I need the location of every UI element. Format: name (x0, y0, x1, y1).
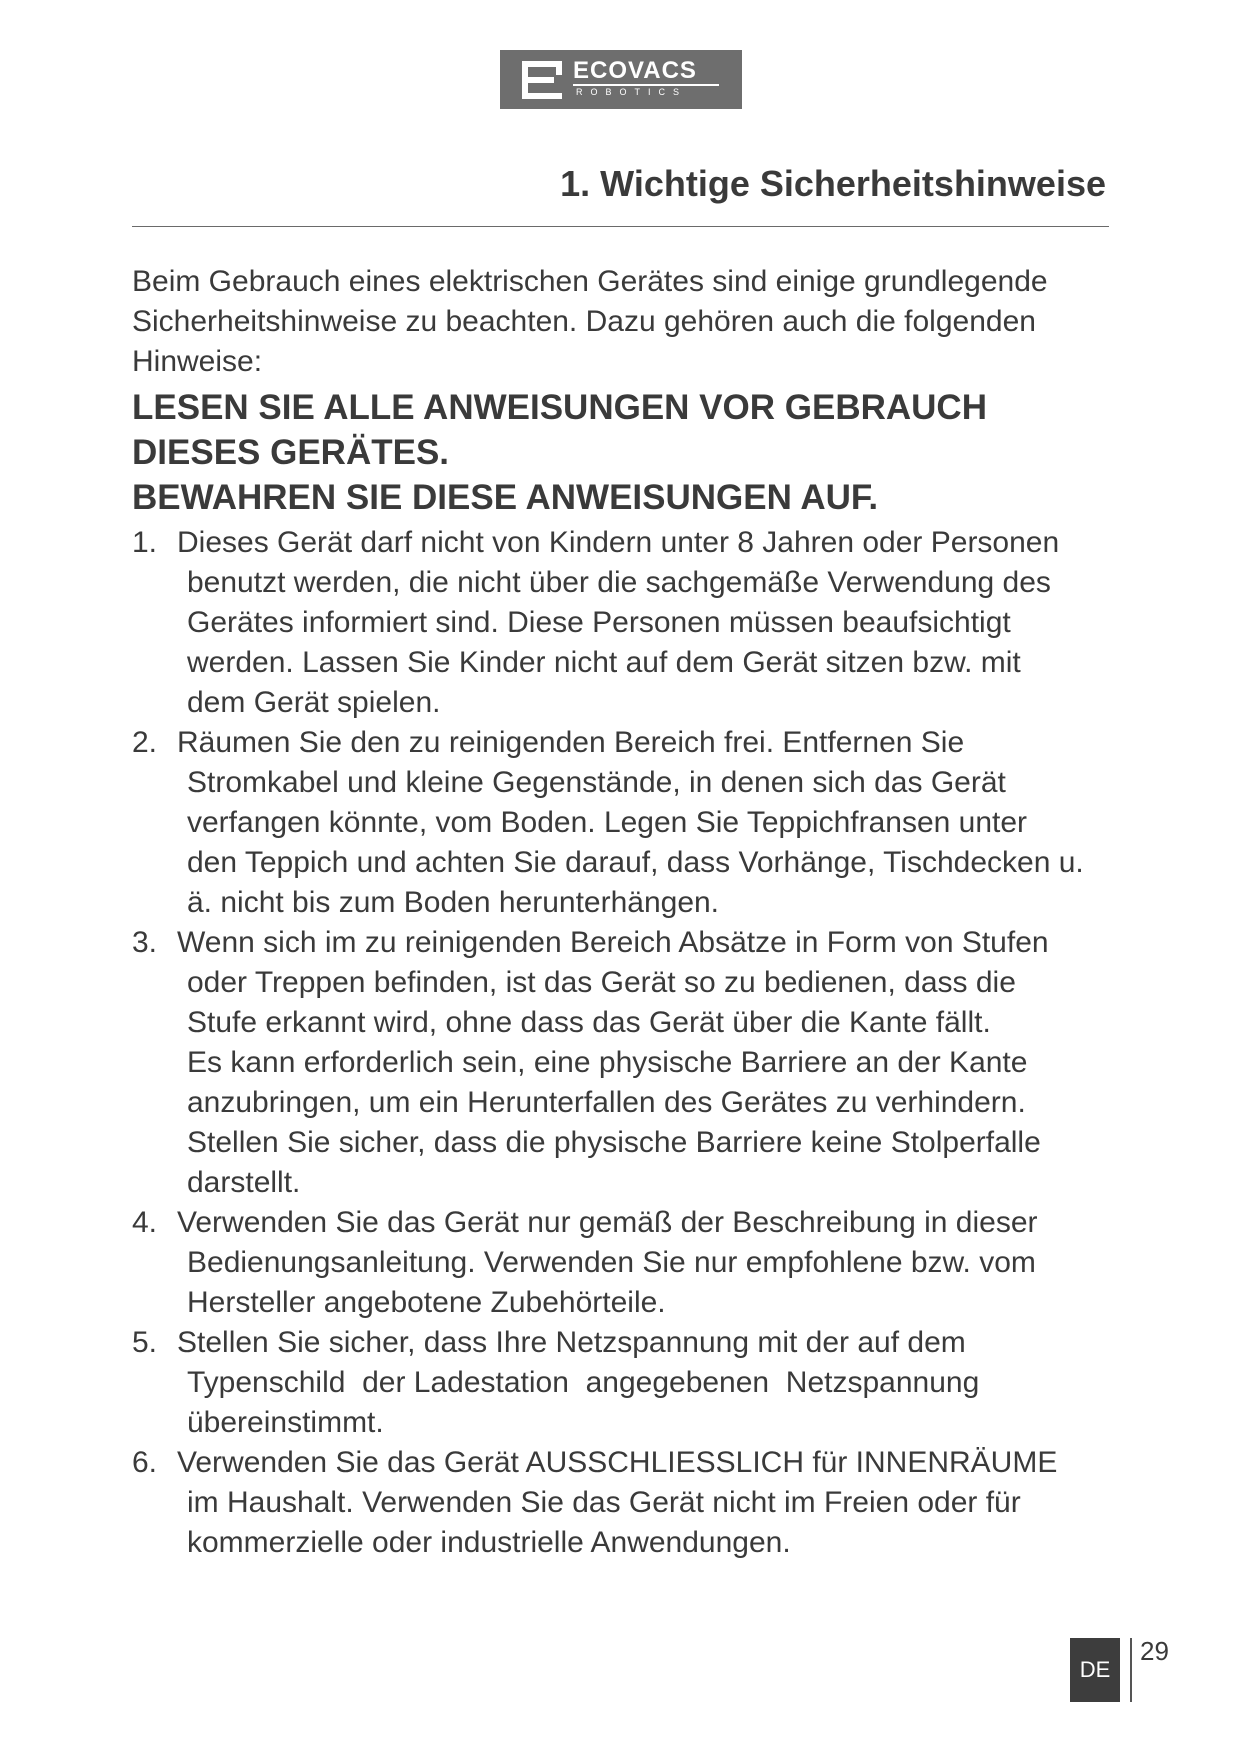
page-number: 29 (1140, 1636, 1169, 1666)
item-number: 1. (132, 526, 158, 559)
item-line: darstellt. (187, 1166, 301, 1199)
item-line: benutzt werden, die nicht über die sachgemäße Verwendung des (187, 566, 1051, 599)
item-line: anzubringen, um ein Herunterfallen des Gerätes zu verhindern. (187, 1086, 1026, 1119)
item-line: Bedienungsanleitung. Verwenden Sie nur empfohlene bzw. vom (187, 1246, 1036, 1279)
item-line: Stufe erkannt wird, ohne dass das Gerät über die Kante fällt. (187, 1006, 991, 1039)
item-number: 2. (132, 726, 158, 759)
item-line: den Teppich und achten Sie darauf, dass Vorhänge, Tischdecken u. (187, 846, 1084, 879)
item-line: dem Gerät spielen. (187, 686, 441, 719)
item-line: ä. nicht bis zum Boden herunterhängen. (187, 886, 720, 919)
item-line: Räumen Sie den zu reinigenden Bereich frei. Entfernen Sie (177, 726, 965, 759)
logo-brand-text: ECOVACS (573, 57, 697, 84)
intro-line: Sicherheitshinweise zu beachten. Dazu gehören auch die folgenden (132, 305, 1036, 338)
list-item (132, 1443, 1212, 1563)
item-line: kommerzielle oder industrielle Anwendungen. (187, 1526, 791, 1559)
title-divider (132, 226, 1109, 227)
warning-read-instructions (132, 385, 1132, 475)
safety-list (132, 523, 1212, 1563)
item-line: Es kann erforderlich sein, eine physische Barriere an der Kante (187, 1046, 1028, 1079)
intro-paragraph (132, 262, 1132, 382)
item-line: verfangen könnte, vom Boden. Legen Sie Teppichfransen unter (187, 806, 1028, 839)
item-line: Verwenden Sie das Gerät nur gemäß der Beschreibung in dieser (177, 1206, 1038, 1239)
item-line: Wenn sich im zu reinigenden Bereich Absätze in Form von Stufen (177, 926, 1049, 959)
item-line: Stellen Sie sicher, dass die physische Barriere keine Stolperfalle (187, 1126, 1041, 1159)
item-line: übereinstimmt. (187, 1406, 384, 1439)
item-line: Typenschild der Ladestation angegebenen Netzspannung (187, 1366, 980, 1399)
list-item (132, 1203, 1212, 1323)
item-line: oder Treppen befinden, ist das Gerät so zu bedienen, dass die (187, 966, 1016, 999)
item-number: 6. (132, 1446, 158, 1479)
warning-keep-instructions: BEWAHREN SIE DIESE ANWEISUNGEN AUF. (132, 478, 879, 517)
list-item (132, 723, 1212, 923)
item-line: Dieses Gerät darf nicht von Kindern unter 8 Jahren oder Personen (177, 526, 1060, 559)
item-line: im Haushalt. Verwenden Sie das Gerät nicht im Freien oder für (187, 1486, 1021, 1519)
item-number: 4. (132, 1206, 158, 1239)
ecovacs-logo (500, 50, 742, 109)
intro-line: Beim Gebrauch eines elektrischen Gerätes sind einige grundlegende (132, 265, 1048, 298)
item-line: Stellen Sie sicher, dass Ihre Netzspannung mit der auf dem (177, 1326, 966, 1359)
item-number: 3. (132, 926, 158, 959)
item-line: Stromkabel und kleine Gegenstände, in denen sich das Gerät (187, 766, 1006, 799)
logo-sub-text: ROBOTICS (576, 87, 688, 97)
footer-divider (1130, 1638, 1132, 1702)
item-line: Verwenden Sie das Gerät AUSSCHLIESSLICH für INNENRÄUME (177, 1446, 1058, 1479)
item-number: 5. (132, 1326, 158, 1359)
item-line: Hersteller angebotene Zubehörteile. (187, 1286, 666, 1319)
list-item (132, 523, 1212, 723)
section-title: 1. Wichtige Sicherheitshinweise (560, 163, 1106, 204)
warning-line: DIESES GERÄTES. (132, 433, 450, 472)
language-badge: DE (1070, 1638, 1120, 1702)
item-line: werden. Lassen Sie Kinder nicht auf dem Gerät sitzen bzw. mit (187, 646, 1021, 679)
list-item (132, 1323, 1212, 1443)
list-item (132, 923, 1212, 1203)
ecovacs-emblem-icon (520, 59, 564, 101)
item-line: Gerätes informiert sind. Diese Personen müssen beaufsichtigt (187, 606, 1011, 639)
warning-line: LESEN SIE ALLE ANWEISUNGEN VOR GEBRAUCH (132, 388, 987, 427)
intro-line: Hinweise: (132, 345, 263, 378)
